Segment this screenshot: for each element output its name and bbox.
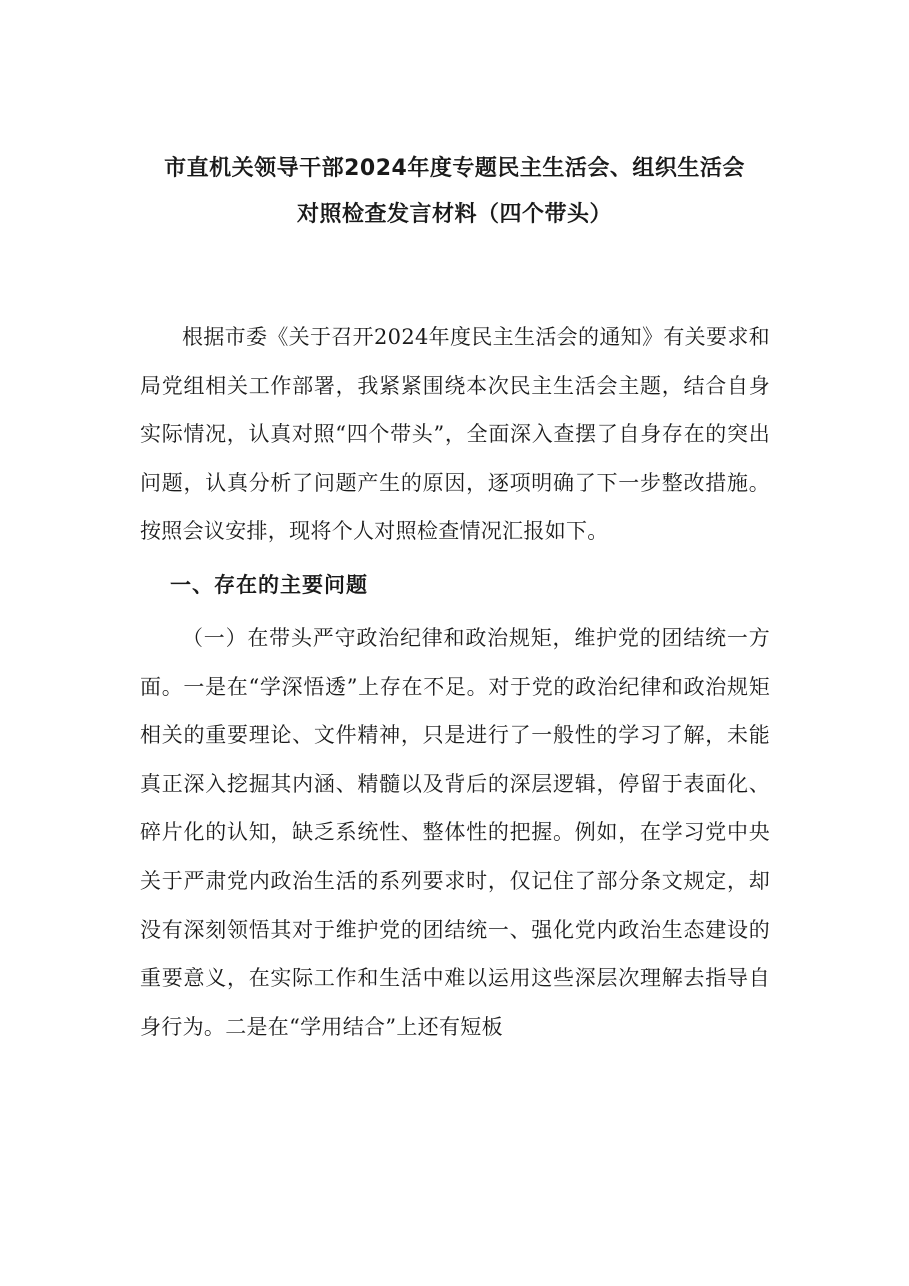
document-title	[100, 146, 809, 238]
title-line-2: 对照检查发言材料（四个带头）	[296, 202, 612, 227]
title-line-1: 市直机关领导干部2024年度专题民主生活会、组织生活会	[164, 156, 745, 181]
section-heading-1: 一、存在的主要问题	[170, 572, 368, 597]
section-1-paragraph-1: （一）在带头严守政治纪律和政治规矩，维护党的团结统一方面。一是在“学深悟透”上存在不足。对于党的政治纪律和政治规矩相关的重要理论、文件精神，只是进行了一般性的学习了解，未能真正深入挖掘其内涵、精髓以及背后的深层逻辑，停留于表面化、碎片化的认知，缺乏系统性、整体性的把握。例如，在学习党中央关于严肃党内政治生活的系列要求时，仅记住了部分条文规定，却没有深刻领悟其对于维护党的团结统一、强化党内政治生态建设的重要意义，在实际工作和生活中难以运用这些深层次理解去指导自身行为。二是在“学用结合”上还有短板	[140, 625, 770, 1039]
document-body	[140, 313, 770, 1051]
intro-paragraph: 根据市委《关于召开2024年度民主生活会的通知》有关要求和局党组相关工作部署，我紧紧围绕本次民主生活会主题，结合自身实际情况，认真对照“四个带头”，全面深入查摆了自身存在的突出问题，认真分析了问题产生的原因，逐项明确了下一步整改措施。按照会议安排，现将个人对照检查情况汇报如下。	[140, 325, 770, 544]
